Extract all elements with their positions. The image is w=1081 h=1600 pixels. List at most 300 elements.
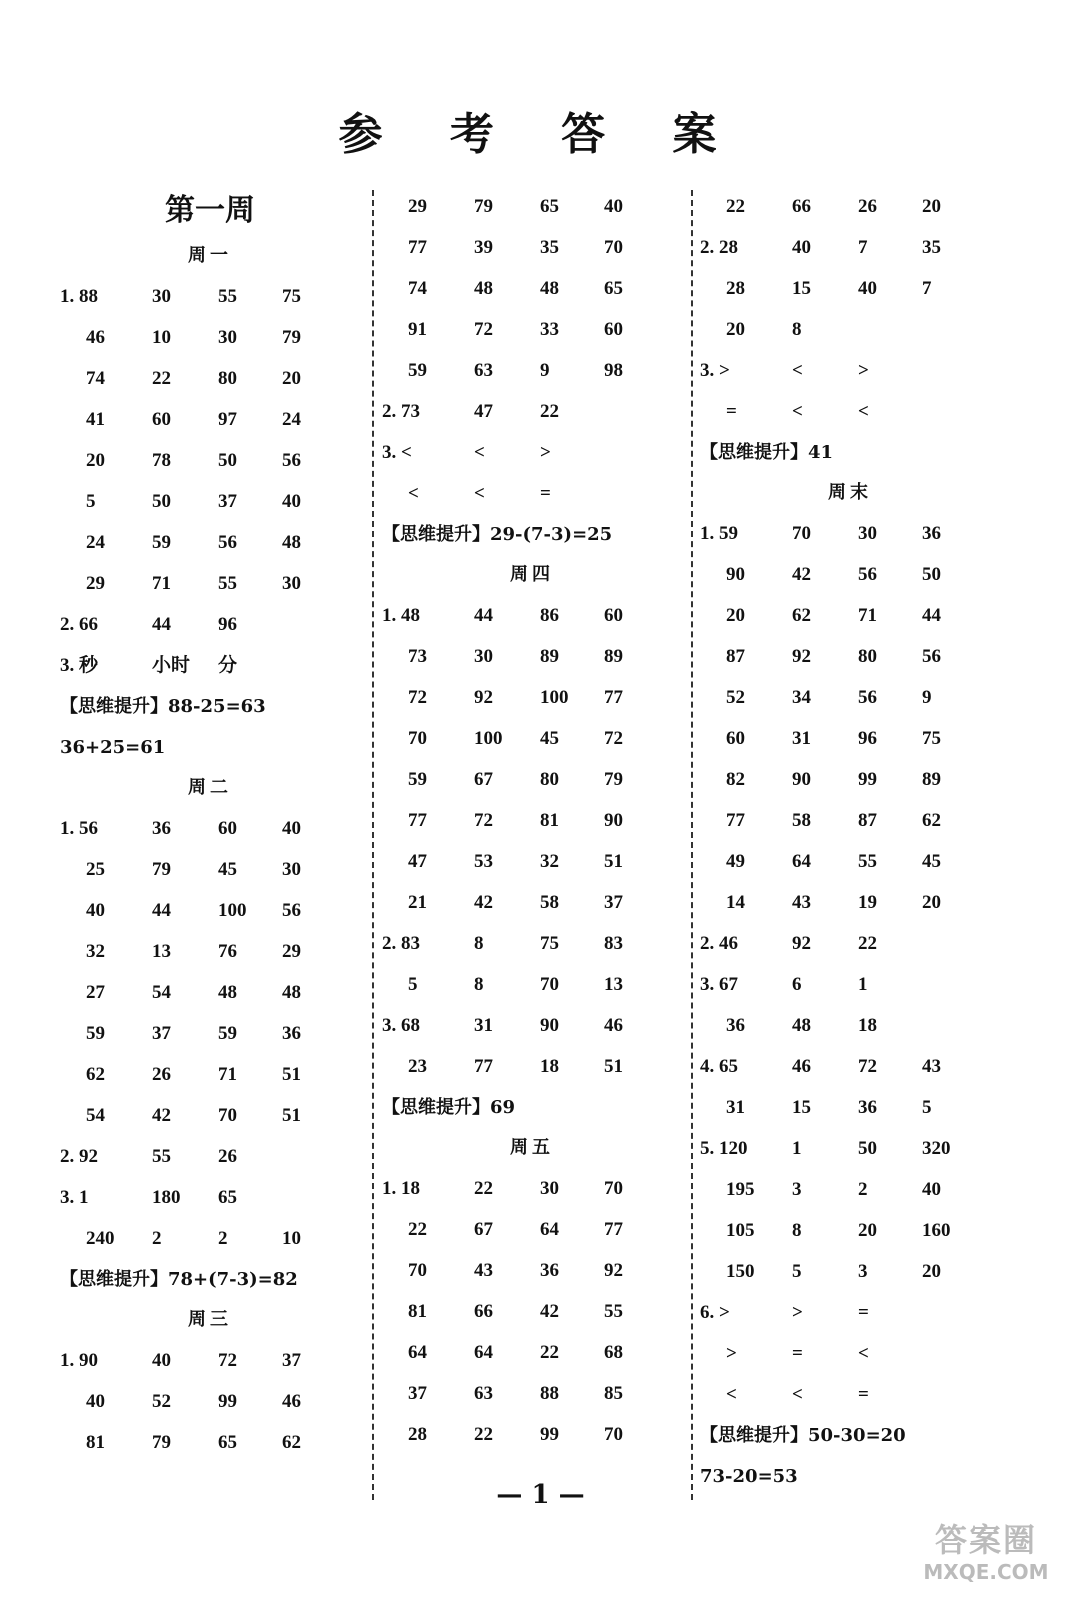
answer-cell: 43 (792, 892, 811, 913)
thinking-note: 【思维提升】50-30=20 (700, 1425, 906, 1446)
column-2 (382, 186, 682, 1455)
note-block (700, 432, 1000, 473)
answer-cell: 75 (540, 933, 559, 954)
answer-cell: 70 (408, 1260, 427, 1281)
answer-row (60, 1095, 360, 1136)
answer-cell: 37 (282, 1350, 301, 1371)
answer-cell: 22 (540, 1342, 559, 1363)
answer-row (60, 1422, 360, 1463)
answer-cell: 35 (922, 237, 941, 258)
answer-row (382, 186, 682, 227)
answer-cell: 55 (218, 286, 237, 307)
answer-block (60, 276, 360, 686)
answer-cell: 28 (408, 1424, 427, 1445)
answer-row (382, 1373, 682, 1414)
answer-cell: 92 (474, 687, 493, 708)
answer-cell: 2. 66 (60, 614, 98, 635)
answer-cell: 22 (726, 196, 745, 217)
day-heading: 周五 (510, 1137, 554, 1158)
answer-cell: 46 (792, 1056, 811, 1077)
answer-cell: 64 (408, 1342, 427, 1363)
answer-cell: 83 (604, 933, 623, 954)
answer-block (60, 1340, 360, 1463)
answer-cell: 70 (604, 237, 623, 258)
answer-cell: 79 (604, 769, 623, 790)
answer-row (700, 1046, 1000, 1087)
answer-cell: 13 (152, 941, 171, 962)
answer-row (382, 268, 682, 309)
answer-cell: 54 (152, 982, 171, 1003)
answer-cell: 92 (792, 933, 811, 954)
answer-cell: 89 (540, 646, 559, 667)
answer-cell: 22 (474, 1178, 493, 1199)
answer-cell: 49 (726, 851, 745, 872)
answer-cell: 15 (792, 1097, 811, 1118)
answer-cell: 67 (474, 1219, 493, 1240)
answer-cell: < (792, 360, 803, 381)
answer-cell: 37 (604, 892, 623, 913)
answer-cell: 53 (474, 851, 493, 872)
answer-cell: 44 (152, 900, 171, 921)
answer-cell: 40 (86, 900, 105, 921)
answer-cell: 87 (858, 810, 877, 831)
answer-cell: 48 (282, 982, 301, 1003)
thinking-note: 【思维提升】41 (700, 442, 834, 463)
answer-cell: 51 (282, 1064, 301, 1085)
answer-cell: 72 (858, 1056, 877, 1077)
page-number: — 1 — (496, 1480, 585, 1510)
answer-row (382, 1209, 682, 1250)
answer-row (700, 554, 1000, 595)
day-heading: 周一 (188, 245, 232, 266)
answer-row (382, 227, 682, 268)
answer-cell: 40 (858, 278, 877, 299)
answer-row (700, 595, 1000, 636)
answer-row (382, 800, 682, 841)
answer-cell: 48 (218, 982, 237, 1003)
answer-cell: 48 (282, 532, 301, 553)
answer-cell: 77 (474, 1056, 493, 1077)
answer-row (382, 718, 682, 759)
answer-cell: 63 (474, 360, 493, 381)
answer-cell: 65 (218, 1187, 237, 1208)
answer-cell: 45 (540, 728, 559, 749)
answer-cell: 1. 18 (382, 1178, 420, 1199)
answer-cell: 6 (792, 974, 802, 995)
answer-cell: 66 (474, 1301, 493, 1322)
answer-row (700, 227, 1000, 268)
answer-row (700, 268, 1000, 309)
answer-cell: 5 (86, 491, 96, 512)
answer-cell: > (726, 1343, 737, 1364)
answer-cell: 74 (408, 278, 427, 299)
answer-row (382, 1250, 682, 1291)
answer-row (60, 563, 360, 604)
answer-cell: 60 (726, 728, 745, 749)
thinking-note: 【思维提升】88-25=63 (60, 696, 266, 717)
answer-cell: 99 (218, 1391, 237, 1412)
answer-cell: 3. 67 (700, 974, 738, 995)
answer-cell: 50 (152, 491, 171, 512)
answer-cell: 25 (86, 859, 105, 880)
answer-cell: 3. 68 (382, 1015, 420, 1036)
answer-row (382, 1291, 682, 1332)
answer-row (60, 890, 360, 931)
answer-cell: 9 (540, 360, 550, 381)
answer-cell: 3. 1 (60, 1187, 89, 1208)
answer-cell: 44 (152, 614, 171, 635)
answer-cell: 70 (604, 1178, 623, 1199)
answer-cell: 60 (604, 605, 623, 626)
answer-cell: 87 (726, 646, 745, 667)
answer-cell: 98 (604, 360, 623, 381)
answer-cell: 20 (922, 196, 941, 217)
answer-cell: 30 (152, 286, 171, 307)
answer-cell: 22 (152, 368, 171, 389)
answer-cell: 73 (408, 646, 427, 667)
answer-cell: 43 (922, 1056, 941, 1077)
answer-cell: 71 (218, 1064, 237, 1085)
answer-cell: 32 (86, 941, 105, 962)
answer-cell: 55 (218, 573, 237, 594)
answer-row (700, 800, 1000, 841)
answer-cell: 9 (922, 687, 932, 708)
answer-cell: 79 (474, 196, 493, 217)
answer-cell: 320 (922, 1138, 951, 1159)
answer-cell: 20 (282, 368, 301, 389)
day-heading: 周末 (828, 482, 872, 503)
answer-cell: 29 (86, 573, 105, 594)
answer-cell: 13 (604, 974, 623, 995)
answer-cell: 20 (858, 1220, 877, 1241)
answer-row (382, 964, 682, 1005)
answer-cell: 67 (474, 769, 493, 790)
answer-cell: 40 (922, 1179, 941, 1200)
answer-row (382, 309, 682, 350)
answer-block (382, 595, 682, 1087)
answer-cell: 3. < (382, 442, 412, 463)
answer-cell: 56 (282, 450, 301, 471)
answer-cell: 24 (86, 532, 105, 553)
answer-cell: 72 (218, 1350, 237, 1371)
answer-cell: 1. 88 (60, 286, 98, 307)
answer-row (700, 1169, 1000, 1210)
answer-cell: 7 (922, 278, 932, 299)
answer-cell: 小时 (152, 655, 191, 676)
answer-cell: 56 (922, 646, 941, 667)
column-divider (691, 190, 693, 1500)
note-block (60, 1259, 360, 1300)
answer-cell: 45 (218, 859, 237, 880)
answer-row (700, 882, 1000, 923)
answer-cell: = (726, 401, 737, 422)
answer-cell: 24 (282, 409, 301, 430)
answer-cell: 89 (922, 769, 941, 790)
answer-row (700, 1374, 1000, 1415)
answer-cell: 5 (922, 1097, 932, 1118)
answer-row (382, 841, 682, 882)
answer-cell: 22 (474, 1424, 493, 1445)
answer-cell: 54 (86, 1105, 105, 1126)
column-divider (372, 190, 374, 1500)
answer-cell: 8 (474, 933, 484, 954)
answer-cell: 1. 48 (382, 605, 420, 626)
answer-row (382, 923, 682, 964)
note-block (382, 514, 682, 555)
answer-cell: 90 (726, 564, 745, 585)
note-block (382, 1087, 682, 1128)
answer-block (60, 808, 360, 1259)
answer-row (382, 759, 682, 800)
answer-row (700, 1251, 1000, 1292)
answer-cell: 40 (282, 818, 301, 839)
watermark-url: MXQE.COM (923, 1560, 1049, 1584)
answer-cell: 41 (86, 409, 105, 430)
answer-cell: 22 (858, 933, 877, 954)
answer-cell: 10 (282, 1228, 301, 1249)
answer-cell: 99 (540, 1424, 559, 1445)
answer-cell: 80 (218, 368, 237, 389)
answer-cell: 43 (474, 1260, 493, 1281)
answer-row (60, 1013, 360, 1054)
answer-row (60, 931, 360, 972)
answer-cell: 81 (540, 810, 559, 831)
answer-cell: 180 (152, 1187, 181, 1208)
answer-cell: 22 (540, 401, 559, 422)
answer-cell: = (540, 483, 551, 504)
answer-cell: 79 (282, 327, 301, 348)
watermark-logo (911, 1520, 1061, 1590)
thinking-note: 73-20=53 (700, 1466, 798, 1487)
answer-row (60, 481, 360, 522)
answer-cell: 81 (86, 1432, 105, 1453)
answer-cell: 5 (792, 1261, 802, 1282)
answer-cell: 74 (86, 368, 105, 389)
answer-row (60, 399, 360, 440)
answer-cell: < (858, 401, 869, 422)
answer-cell: 30 (282, 859, 301, 880)
answer-row (60, 808, 360, 849)
answer-cell: 79 (152, 859, 171, 880)
answer-cell: 50 (218, 450, 237, 471)
column-3 (700, 186, 1000, 1497)
answer-row (700, 636, 1000, 677)
thinking-note: 【思维提升】78+(7-3)=82 (60, 1269, 298, 1290)
answer-cell: 76 (218, 941, 237, 962)
answer-row (60, 1177, 360, 1218)
day-heading: 周四 (510, 564, 554, 585)
answer-cell: 64 (474, 1342, 493, 1363)
answer-cell: 91 (408, 319, 427, 340)
day-heading: 周二 (188, 777, 232, 798)
answer-cell: 2. 28 (700, 237, 738, 258)
answer-cell: 96 (218, 614, 237, 635)
answer-cell: 2. 73 (382, 401, 420, 422)
answer-cell: 64 (792, 851, 811, 872)
answer-row (700, 677, 1000, 718)
answer-cell: 20 (86, 450, 105, 471)
answer-cell: 40 (604, 196, 623, 217)
answer-cell: 59 (152, 532, 171, 553)
thinking-note: 【思维提升】29-(7-3)=25 (382, 524, 613, 545)
answer-cell: 51 (604, 851, 623, 872)
answer-cell: 23 (408, 1056, 427, 1077)
answer-cell: > (540, 442, 551, 463)
answer-row (382, 1005, 682, 1046)
answer-cell: < (792, 1384, 803, 1405)
answer-cell: 20 (726, 319, 745, 340)
answer-cell: 56 (218, 532, 237, 553)
answer-cell: 30 (540, 1178, 559, 1199)
answer-cell: 10 (152, 327, 171, 348)
answer-row (700, 309, 1000, 350)
answer-row (60, 1381, 360, 1422)
answer-row (382, 1046, 682, 1087)
answer-cell: 58 (792, 810, 811, 831)
answer-cell: 40 (792, 237, 811, 258)
answer-cell: 90 (604, 810, 623, 831)
answer-cell: 32 (540, 851, 559, 872)
answer-cell: 105 (726, 1220, 755, 1241)
answer-cell: 20 (726, 605, 745, 626)
answer-cell: 1. 56 (60, 818, 98, 839)
answer-cell: 65 (604, 278, 623, 299)
day-heading: 周三 (188, 1309, 232, 1330)
answer-row (60, 645, 360, 686)
answer-cell: 34 (792, 687, 811, 708)
answer-cell: 29 (408, 196, 427, 217)
answer-cell: 37 (152, 1023, 171, 1044)
answer-cell: 77 (726, 810, 745, 831)
answer-cell: 46 (86, 327, 105, 348)
answer-cell: 51 (282, 1105, 301, 1126)
answer-row (382, 595, 682, 636)
answer-row (700, 718, 1000, 759)
answer-row (382, 677, 682, 718)
answer-row (700, 186, 1000, 227)
thinking-note: 【思维提升】69 (382, 1097, 516, 1118)
answer-cell: 100 (540, 687, 569, 708)
answer-row (700, 841, 1000, 882)
answer-cell: 80 (858, 646, 877, 667)
answer-cell: 59 (408, 769, 427, 790)
answer-cell: 18 (858, 1015, 877, 1036)
answer-cell: 42 (792, 564, 811, 585)
answer-cell: > (792, 1302, 803, 1323)
answer-cell: 3 (792, 1179, 802, 1200)
answer-cell: 48 (792, 1015, 811, 1036)
answer-cell: 92 (604, 1260, 623, 1281)
answer-cell: 62 (282, 1432, 301, 1453)
answer-cell: 8 (792, 319, 802, 340)
answer-cell: 62 (792, 605, 811, 626)
answer-cell: = (858, 1302, 869, 1323)
answer-block (382, 186, 682, 514)
answer-cell: 70 (408, 728, 427, 749)
answer-cell: 40 (282, 491, 301, 512)
answer-cell: 1. 59 (700, 523, 738, 544)
answer-cell: < (792, 401, 803, 422)
answer-cell: 40 (152, 1350, 171, 1371)
answer-cell: 36 (282, 1023, 301, 1044)
answer-block (700, 513, 1000, 1415)
answer-cell: 55 (604, 1301, 623, 1322)
answer-cell: 55 (152, 1146, 171, 1167)
answer-cell: 22 (408, 1219, 427, 1240)
answer-cell: 36 (540, 1260, 559, 1281)
answer-cell: 90 (792, 769, 811, 790)
answer-cell: 15 (792, 278, 811, 299)
answer-cell: 72 (604, 728, 623, 749)
column-1 (60, 186, 360, 1463)
answer-cell: 60 (218, 818, 237, 839)
answer-cell: 75 (282, 286, 301, 307)
answer-cell: 71 (858, 605, 877, 626)
answer-cell: 79 (152, 1432, 171, 1453)
answer-cell: 72 (408, 687, 427, 708)
answer-cell: 18 (540, 1056, 559, 1077)
answer-cell: 2 (152, 1228, 162, 1249)
answer-cell: < (474, 442, 485, 463)
answer-row (700, 1292, 1000, 1333)
answer-cell: 60 (152, 409, 171, 430)
answer-cell: < (858, 1343, 869, 1364)
week-title: 第一周 (165, 193, 255, 228)
answer-cell: 46 (604, 1015, 623, 1036)
answer-row (382, 350, 682, 391)
answer-cell: 1 (858, 974, 868, 995)
answer-cell: 31 (474, 1015, 493, 1036)
answer-cell: 36 (922, 523, 941, 544)
answer-cell: 30 (474, 646, 493, 667)
answer-cell: 65 (218, 1432, 237, 1453)
answer-cell: 70 (604, 1424, 623, 1445)
answer-cell: 77 (408, 810, 427, 831)
answer-cell: 26 (858, 196, 877, 217)
answer-row (700, 1210, 1000, 1251)
answer-cell: 30 (858, 523, 877, 544)
answer-cell: 47 (408, 851, 427, 872)
answer-cell: 30 (282, 573, 301, 594)
answer-cell: 14 (726, 892, 745, 913)
answer-cell: 80 (540, 769, 559, 790)
answer-cell: 1 (792, 1138, 802, 1159)
answer-cell: 2. 92 (60, 1146, 98, 1167)
answer-cell: < (408, 483, 419, 504)
answer-cell: 75 (922, 728, 941, 749)
answer-cell: 48 (540, 278, 559, 299)
answer-row (60, 849, 360, 890)
answer-cell: 29 (282, 941, 301, 962)
answer-row (60, 972, 360, 1013)
answer-cell: 36 (152, 818, 171, 839)
answer-cell: 42 (540, 1301, 559, 1322)
answer-cell: 33 (540, 319, 559, 340)
answer-cell: 63 (474, 1383, 493, 1404)
answer-cell: 8 (474, 974, 484, 995)
answer-cell: 21 (408, 892, 427, 913)
answer-cell: 78 (152, 450, 171, 471)
answer-cell: 56 (282, 900, 301, 921)
answer-row (60, 276, 360, 317)
answer-cell: 160 (922, 1220, 951, 1241)
answer-cell: 39 (474, 237, 493, 258)
answer-cell: 77 (604, 687, 623, 708)
answer-cell: 6. > (700, 1302, 730, 1323)
answer-cell: 96 (858, 728, 877, 749)
answer-cell: 3. > (700, 360, 730, 381)
answer-cell: 85 (604, 1383, 623, 1404)
